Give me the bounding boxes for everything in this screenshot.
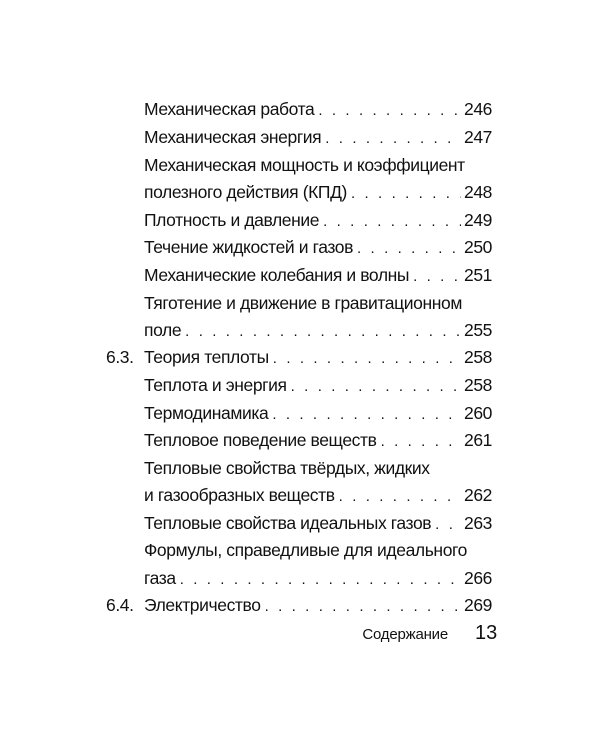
toc-entry-title: полезного действия (КПД): [144, 182, 347, 202]
toc-entry-page: 250: [464, 237, 492, 257]
toc-entry: [144, 179, 492, 205]
toc-entry-page: 247: [464, 127, 492, 147]
toc-entry-title: Тепловые свойства идеальных газов: [144, 513, 432, 533]
toc-entry: [144, 207, 492, 233]
toc-entry-title: Тепловое поведение веществ: [144, 430, 377, 450]
toc-entry-page: 260: [464, 403, 492, 423]
toc-entry: [144, 96, 492, 122]
toc-section-title: Теория теплоты: [144, 347, 269, 367]
toc-entry: [144, 290, 492, 316]
running-footer-label: Содержание: [362, 626, 448, 643]
toc-entry: [144, 234, 492, 260]
toc-entry-page: 255: [464, 320, 492, 340]
toc-entry: [144, 537, 492, 563]
toc-entry: [144, 510, 492, 536]
dot-leader: [185, 319, 461, 345]
toc-entry-page: 261: [464, 430, 492, 450]
dot-leader: [180, 567, 461, 593]
toc-section-number: 6.3.: [106, 347, 134, 367]
toc-entry-page: 263: [464, 513, 492, 533]
page-number: 13: [475, 622, 498, 644]
toc-entry: [144, 565, 492, 591]
toc-entry-title: газа: [144, 568, 176, 588]
toc-entry-page: 246: [464, 99, 492, 119]
dot-leader: [291, 374, 461, 400]
toc-section-number: 6.4.: [106, 595, 134, 615]
dot-leader: [435, 512, 461, 538]
toc-entry-title: поле: [144, 320, 182, 340]
toc-entry: [144, 124, 492, 150]
toc-entry: [144, 317, 492, 343]
toc-entry-title: Течение жидкостей и газов: [144, 237, 353, 257]
toc-entry-title: Тяготение и движение в гравитационном: [144, 293, 462, 313]
toc-entry-title: и газообразных веществ: [144, 485, 335, 505]
toc-entry-title: Механическая энергия: [144, 127, 322, 147]
dot-leader: [413, 264, 461, 290]
toc-entry-page: 262: [464, 485, 492, 505]
toc-entry-title: Термодинамика: [144, 403, 269, 423]
toc-entry-page: 249: [464, 210, 492, 230]
toc-entry-title: Формулы, справедливые для идеального: [144, 540, 467, 560]
dot-leader: [357, 236, 461, 262]
toc-entry: [144, 152, 492, 178]
dot-leader: [273, 346, 461, 372]
toc-entry-page: 258: [464, 375, 492, 395]
page-footer: [0, 620, 600, 650]
toc-entry: [144, 455, 492, 481]
toc-entry-title: Плотность и давление: [144, 210, 320, 230]
dot-leader: [265, 594, 461, 620]
toc-entry-page: 251: [464, 265, 492, 285]
toc-section: [106, 592, 492, 618]
toc-section-page: 258: [464, 347, 492, 367]
toc-entry-page: 266: [464, 568, 492, 588]
dot-leader: [381, 429, 461, 455]
dot-leader: [318, 98, 461, 124]
dot-leader: [323, 209, 461, 235]
toc-entry-page: 248: [464, 182, 492, 202]
toc-entry-title: Механические колебания и волны: [144, 265, 410, 285]
dot-leader: [351, 181, 461, 207]
toc-entry-title: Теплота и энергия: [144, 375, 287, 395]
toc-entry-title: Тепловые свойства твёрдых, жидких: [144, 458, 430, 478]
toc-entry: [144, 372, 492, 398]
dot-leader: [272, 402, 461, 428]
toc-section-page: 269: [464, 595, 492, 615]
toc-entry: [144, 427, 492, 453]
toc-entry: [144, 400, 492, 426]
toc-entry: [144, 262, 492, 288]
toc-section: [106, 344, 492, 370]
toc-entry-title: Механическая мощность и коэффициент: [144, 155, 465, 175]
toc-entry-title: Механическая работа: [144, 99, 315, 119]
dot-leader: [339, 484, 461, 510]
dot-leader: [325, 126, 461, 152]
toc-entry: [144, 482, 492, 508]
toc-section-title: Электричество: [144, 595, 261, 615]
